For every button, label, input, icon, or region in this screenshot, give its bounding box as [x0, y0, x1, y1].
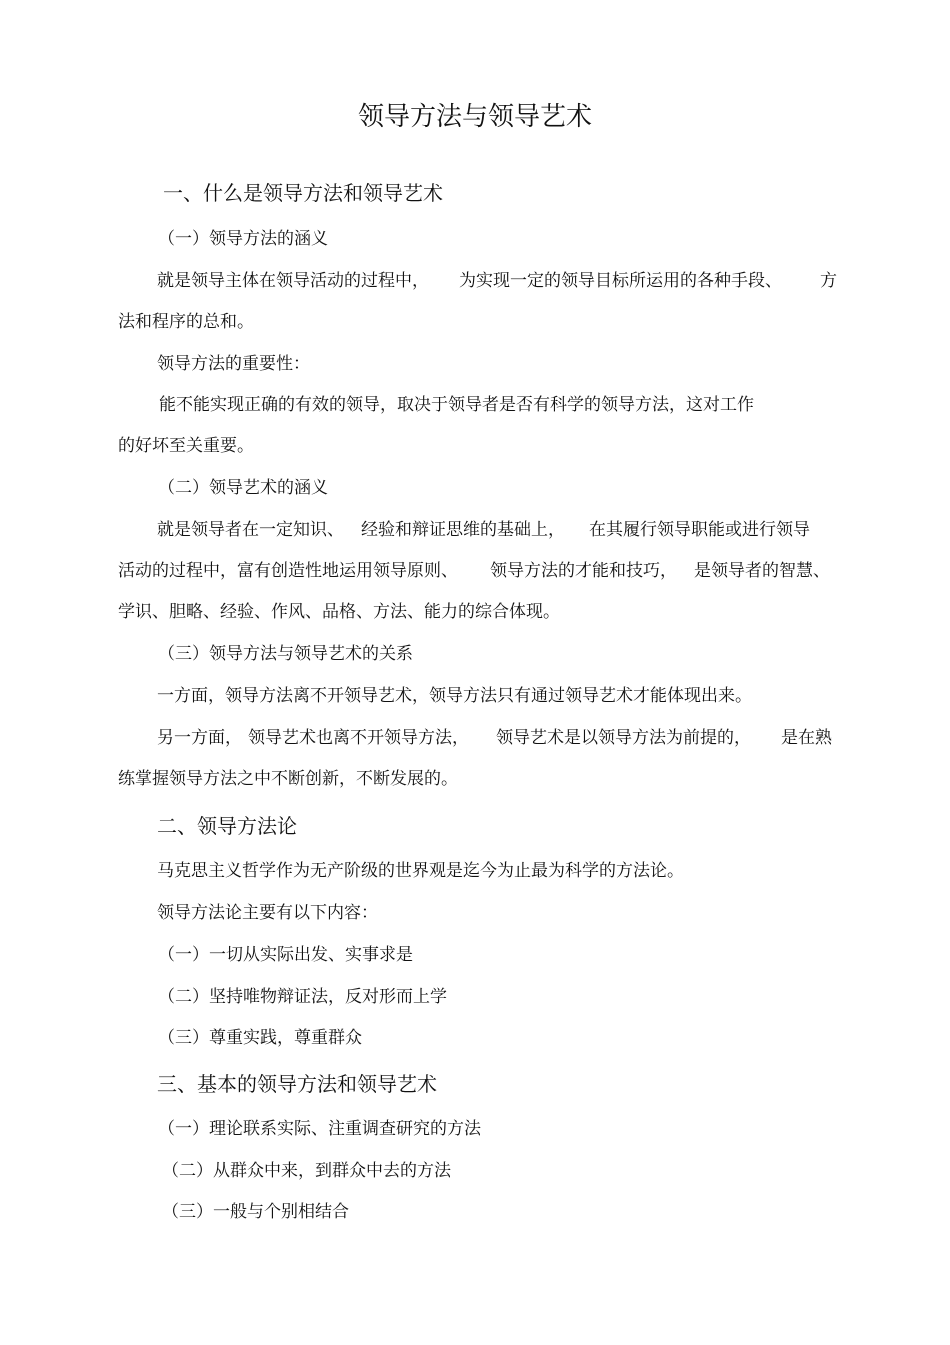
paragraph-4: 一方面，领导方法离不开领导艺术，领导方法只有通过领导艺术才能体现出来。 — [157, 686, 752, 706]
paragraph-3-line-3: 学识、胆略、经验、作风、品格、方法、能力的综合体现。 — [118, 602, 560, 622]
paragraph-5-line-1c: 领导艺术是以领导方法为前提的， — [496, 728, 751, 748]
paragraph-2-line-2: 的好坏至关重要。 — [118, 436, 254, 456]
paragraph-1-line-1a: 就是领导主体在领导活动的过程中， — [157, 271, 429, 291]
section-2-heading: 二、领导方法论 — [157, 814, 297, 838]
paragraph-1-line-2: 法和程序的总和。 — [118, 312, 254, 332]
section-3-item-1: （一）理论联系实际、注重调查研究的方法 — [158, 1119, 481, 1139]
section-1-heading: 一、什么是领导方法和领导艺术 — [163, 181, 443, 205]
subheading-1-2: （二）领导艺术的涵义 — [158, 478, 328, 498]
subheading-1-1: （一）领导方法的涵义 — [158, 229, 328, 249]
paragraph-3-line-1b: 经验和辩证思维的基础上， — [361, 520, 565, 540]
subheading-1-3: （三）领导方法与领导艺术的关系 — [158, 644, 413, 664]
paragraph-1-line-1b: 为实现一定的领导目标所运用的各种手段、 — [459, 271, 782, 291]
section-2-item-1: （一）一切从实际出发、实事求是 — [158, 945, 413, 965]
paragraph-5-line-1a: 另一方面， — [157, 728, 242, 748]
importance-label: 领导方法的重要性： — [157, 354, 310, 374]
paragraph-3-line-2a: 活动的过程中，富有创造性地运用领导原则、 — [118, 561, 458, 581]
paragraph-3-line-1a: 就是领导者在一定知识、 — [157, 520, 344, 540]
paragraph-5-line-1b: 领导艺术也离不开领导方法， — [248, 728, 469, 748]
paragraph-5-line-1d: 是在熟 — [781, 728, 832, 748]
section-2-item-2: （二）坚持唯物辩证法，反对形而上学 — [158, 987, 447, 1007]
section-3-heading: 三、基本的领导方法和领导艺术 — [157, 1072, 437, 1096]
paragraph-3-line-2b: 领导方法的才能和技巧， — [490, 561, 677, 581]
paragraph-3-line-1c: 在其履行领导职能或进行领导 — [589, 520, 810, 540]
document-title: 领导方法与领导艺术 — [357, 102, 592, 132]
paragraph-1-line-1c: 方 — [820, 271, 837, 291]
section-3-item-3: （三）一般与个别相结合 — [162, 1202, 349, 1222]
section-2-paragraph-1: 马克思主义哲学作为无产阶级的世界观是迄今为止最为科学的方法论。 — [157, 861, 684, 881]
section-2-item-3: （三）尊重实践，尊重群众 — [158, 1028, 362, 1048]
section-3-item-2: （二）从群众中来，到群众中去的方法 — [162, 1161, 451, 1181]
paragraph-3-line-2c: 是领导者的智慧、 — [694, 561, 830, 581]
paragraph-2-line-1: 能不能实现正确的有效的领导，取决于领导者是否有科学的领导方法，这对工作 — [159, 395, 754, 415]
section-2-paragraph-2: 领导方法论主要有以下内容： — [157, 903, 378, 923]
paragraph-5-line-2: 练掌握领导方法之中不断创新，不断发展的。 — [118, 769, 458, 789]
